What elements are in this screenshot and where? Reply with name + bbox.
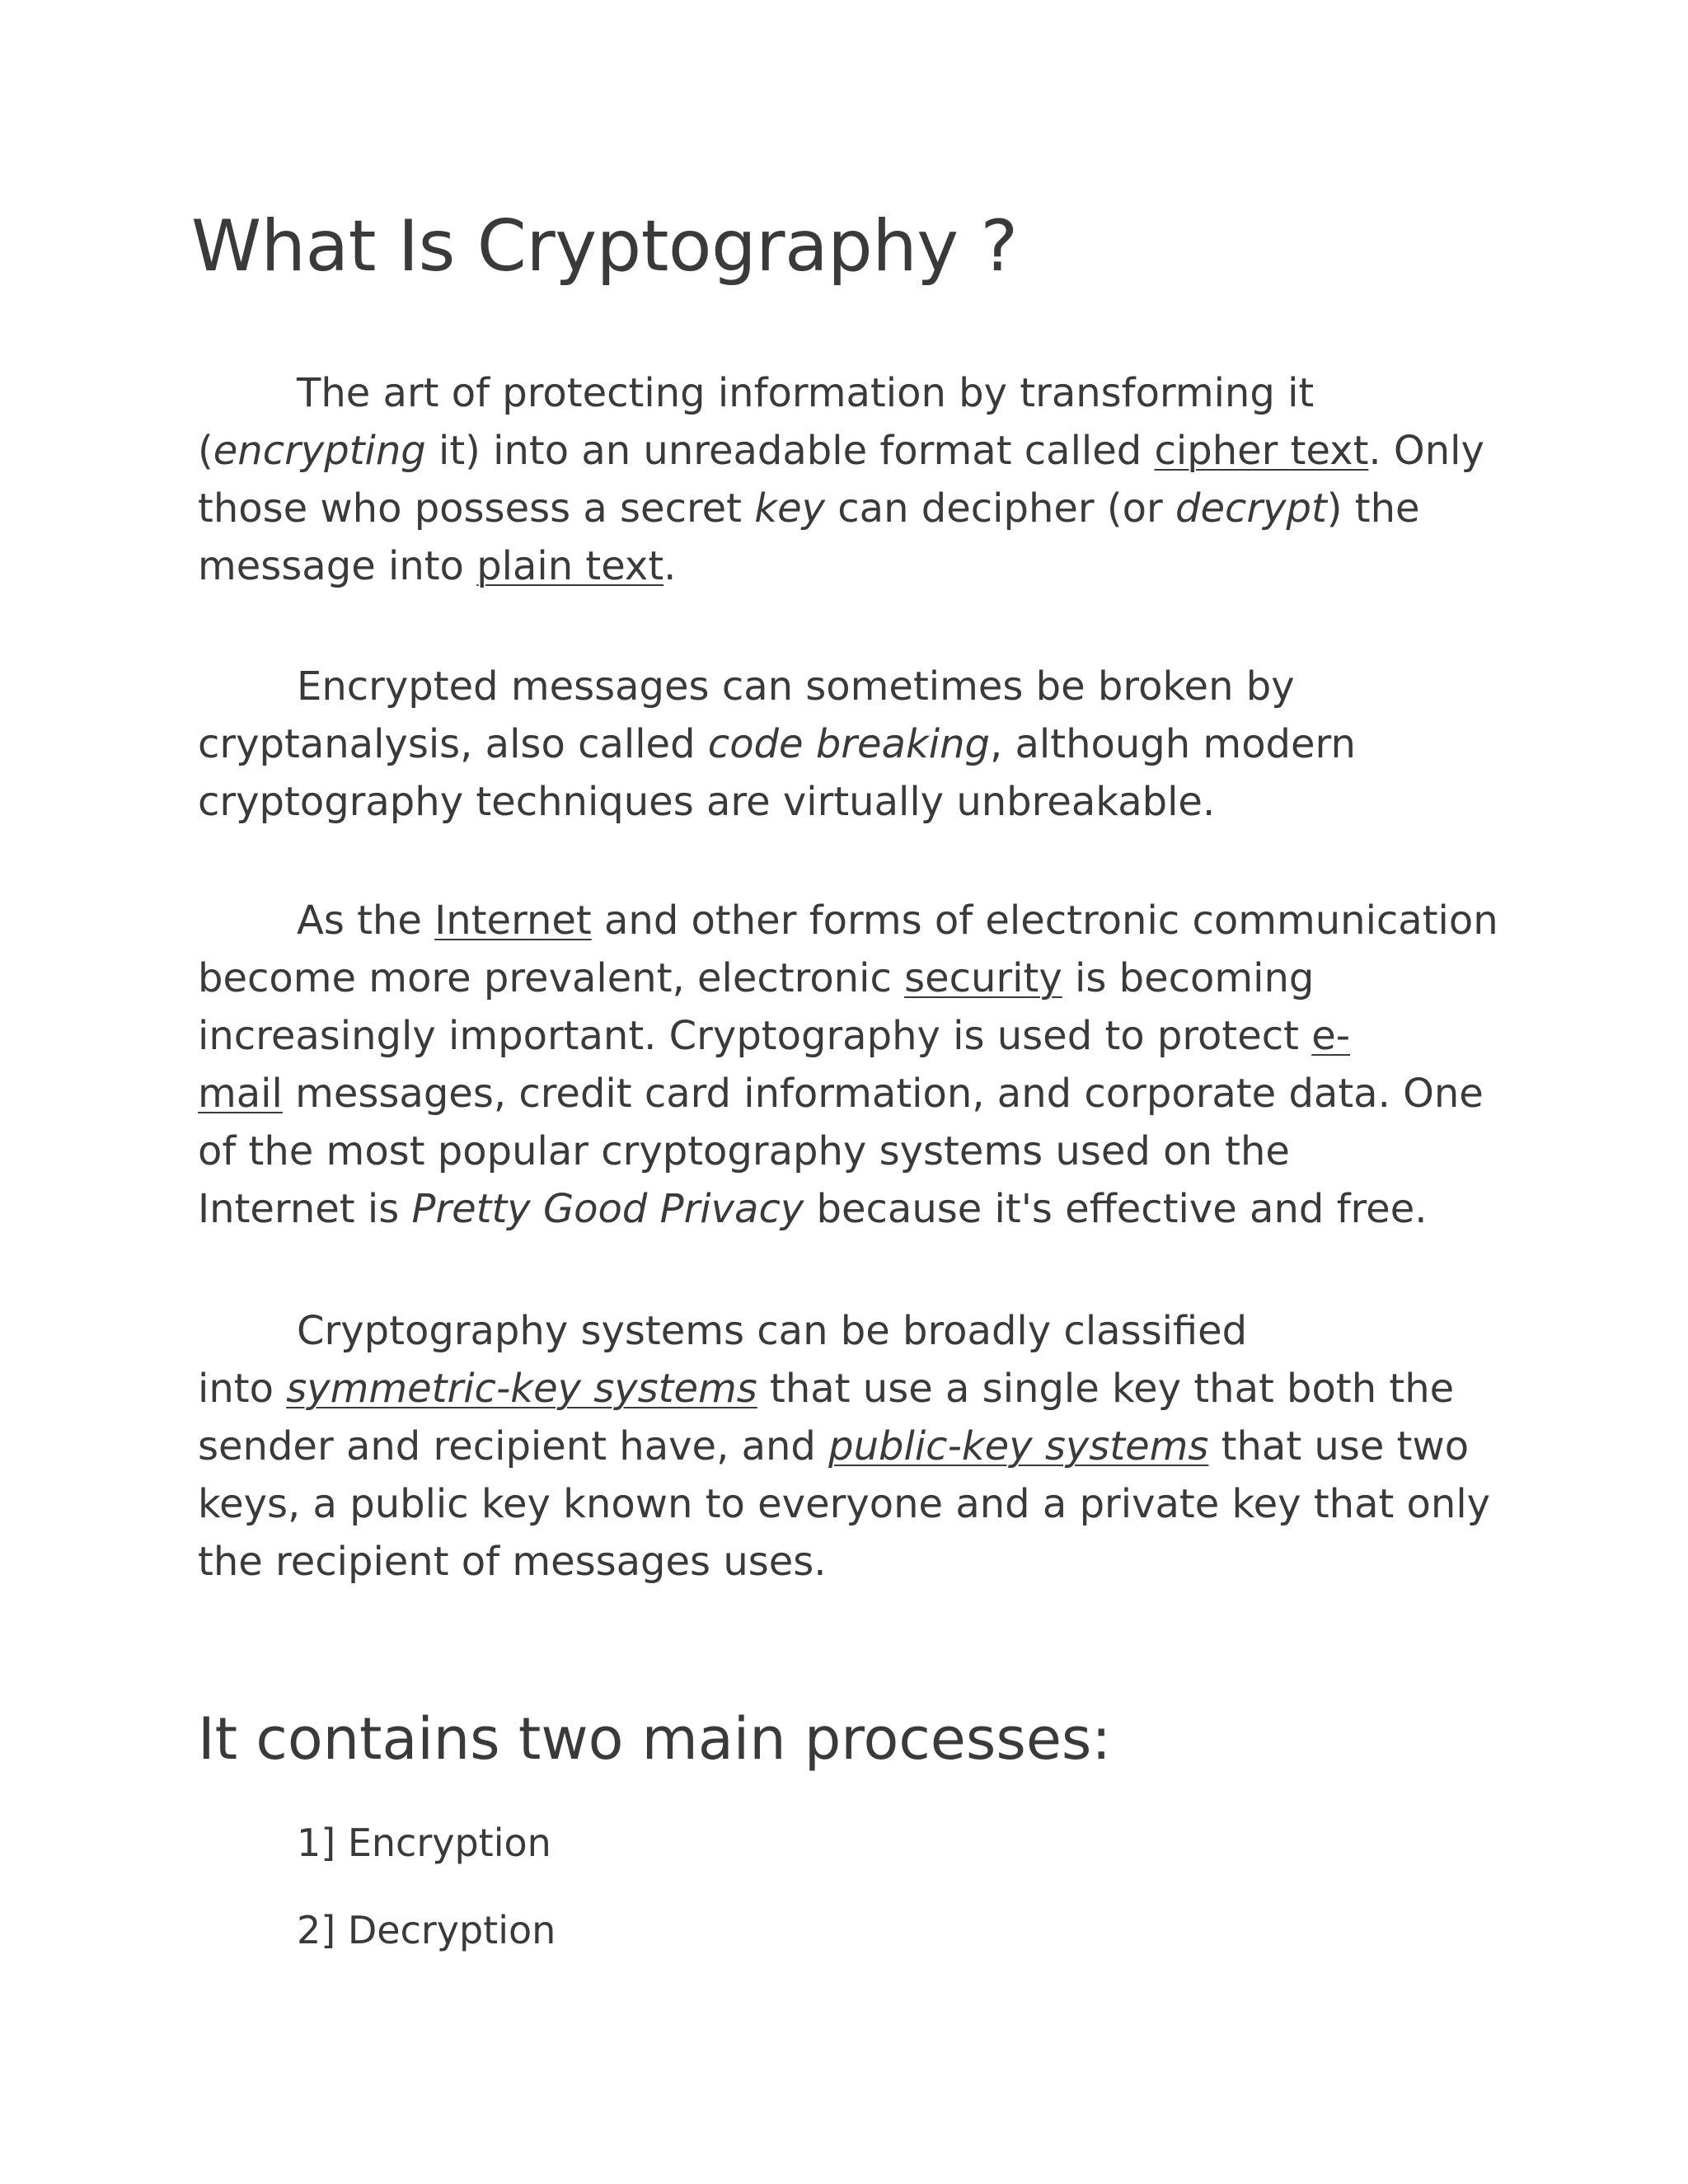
text-line: become more prevalent, electronic security is becoming [198,955,1315,1001]
paragraph-cryptanalysis [198,658,1484,831]
section-heading: It contains two main processes: [198,1705,1111,1773]
text-line: As the Internet and other forms of electronic communication [297,898,1498,944]
text-line: Encrypted messages can sometimes be broken by [297,663,1295,710]
page-title: What Is Cryptography ? [191,205,1018,288]
link-email-part2[interactable]: mail [198,1071,283,1117]
term-decrypt: decrypt [1175,485,1327,532]
term-key: key [754,485,825,532]
term-encrypting: encrypting [213,428,426,474]
term-pretty-good-privacy: Pretty Good Privacy [411,1186,804,1232]
link-security[interactable]: security [904,955,1062,1001]
text-line: message into plain text. [198,543,677,589]
text-line: those who possess a secret key can decipher (or decrypt) the [198,485,1420,532]
text-line: (encrypting it) into an unreadable format called cipher text. Only [198,428,1484,474]
text-line: The art of protecting information by transforming it [297,370,1315,416]
text-line: increasingly important. Cryptography is used to protect e- [198,1013,1351,1059]
text-line: keys, a public key known to everyone and a private key that only [198,1481,1491,1527]
text-line: cryptanalysis, also called code breaking, although modern [198,721,1356,767]
text-line: cryptography techniques are virtually unbreakable. [198,779,1216,825]
text-line: Internet is Pretty Good Privacy because it's effective and free. [198,1186,1428,1232]
link-cipher-text[interactable]: cipher text [1154,428,1369,474]
link-public-key-systems[interactable]: public-key systems [828,1423,1209,1469]
text-line: sender and recipient have, and public-key systems that use two [198,1423,1470,1469]
process-list [297,1905,556,1955]
process-list [297,1818,551,1868]
list-item-encryption: 1] Encryption [297,1821,551,1865]
text-line: into symmetric-key systems that use a single key that both the [198,1366,1455,1412]
link-email-part1[interactable]: e- [1311,1013,1351,1059]
term-code-breaking: code breaking [707,721,990,767]
paragraph-internet-security [198,892,1498,1238]
text-line: mail messages, credit card information, and corporate data. One [198,1071,1484,1117]
link-internet[interactable]: Internet [434,898,592,944]
text-line: Cryptography systems can be broadly classified [297,1308,1248,1354]
text-line: of the most popular cryptography systems used on the [198,1128,1290,1174]
paragraph-definition [198,364,1484,595]
link-plain-text[interactable]: plain text [476,543,664,589]
link-symmetric-key-systems[interactable]: symmetric-key systems [286,1366,757,1412]
list-item-decryption: 2] Decryption [297,1908,556,1952]
paragraph-classification [198,1302,1491,1591]
text-line: the recipient of messages uses. [198,1539,827,1585]
